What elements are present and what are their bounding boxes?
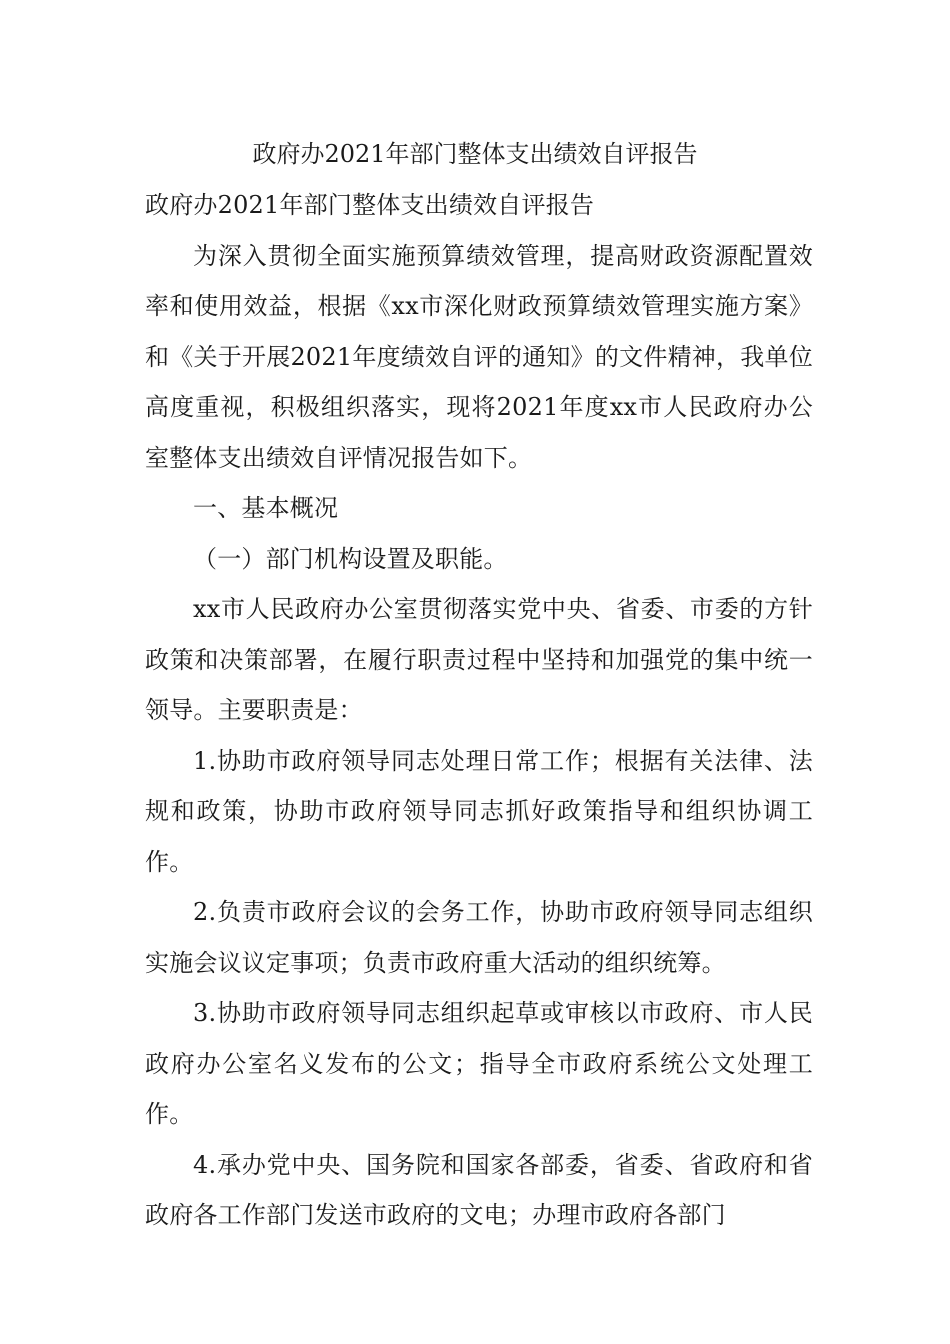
list-item-duty-2: 2.负责市政府会议的会务工作，协助市政府领导同志组织实施会议议定事项；负责市政府重大活动的组织统筹。 [145,898,813,977]
paragraph-responsibilities-intro: xx市人民政府办公室贯彻落实党中央、省委、市委的方针政策和决策部署，在履行职责过程中坚持和加强党的集中统一领导。主要职责是： [145,595,813,724]
subsection-heading-organization: （一）部门机构设置及职能。 [193,544,508,573]
list-item-duty-1: 1.协助市政府领导同志处理日常工作；根据有关法律、法规和政策，协助市政府领导同志抓好政策指导和组织协调工作。 [145,746,813,876]
document-subtitle: 政府办2021年部门整体支出绩效自评报告 [145,191,595,219]
document-body [145,180,813,1241]
document-title: 政府办2021年部门整体支出绩效自评报告 [252,140,698,168]
list-item-duty-3: 3.协助市政府领导同志组织起草或审核以市政府、市人民政府办公室名义发布的公文；指导全市政府系统公文处理工作。 [145,999,813,1128]
section-heading-basic-overview: 一、基本概况 [193,494,339,522]
paragraph-intro: 为深入贯彻全面实施预算绩效管理，提高财政资源配置效率和使用效益，根据《xx市深化财政预算绩效管理实施方案》和《关于开展2021年度绩效自评的通知》的文件精神，我单位高度重视，积极组织落实，现将2021年度xx市人民政府办公室整体支出绩效自评情况报告如下。 [145,241,813,472]
list-item-duty-4: 4.承办党中央、国务院和国家各部委，省委、省政府和省政府各工作部门发送市政府的文电；办理市政府各部门 [145,1150,813,1229]
